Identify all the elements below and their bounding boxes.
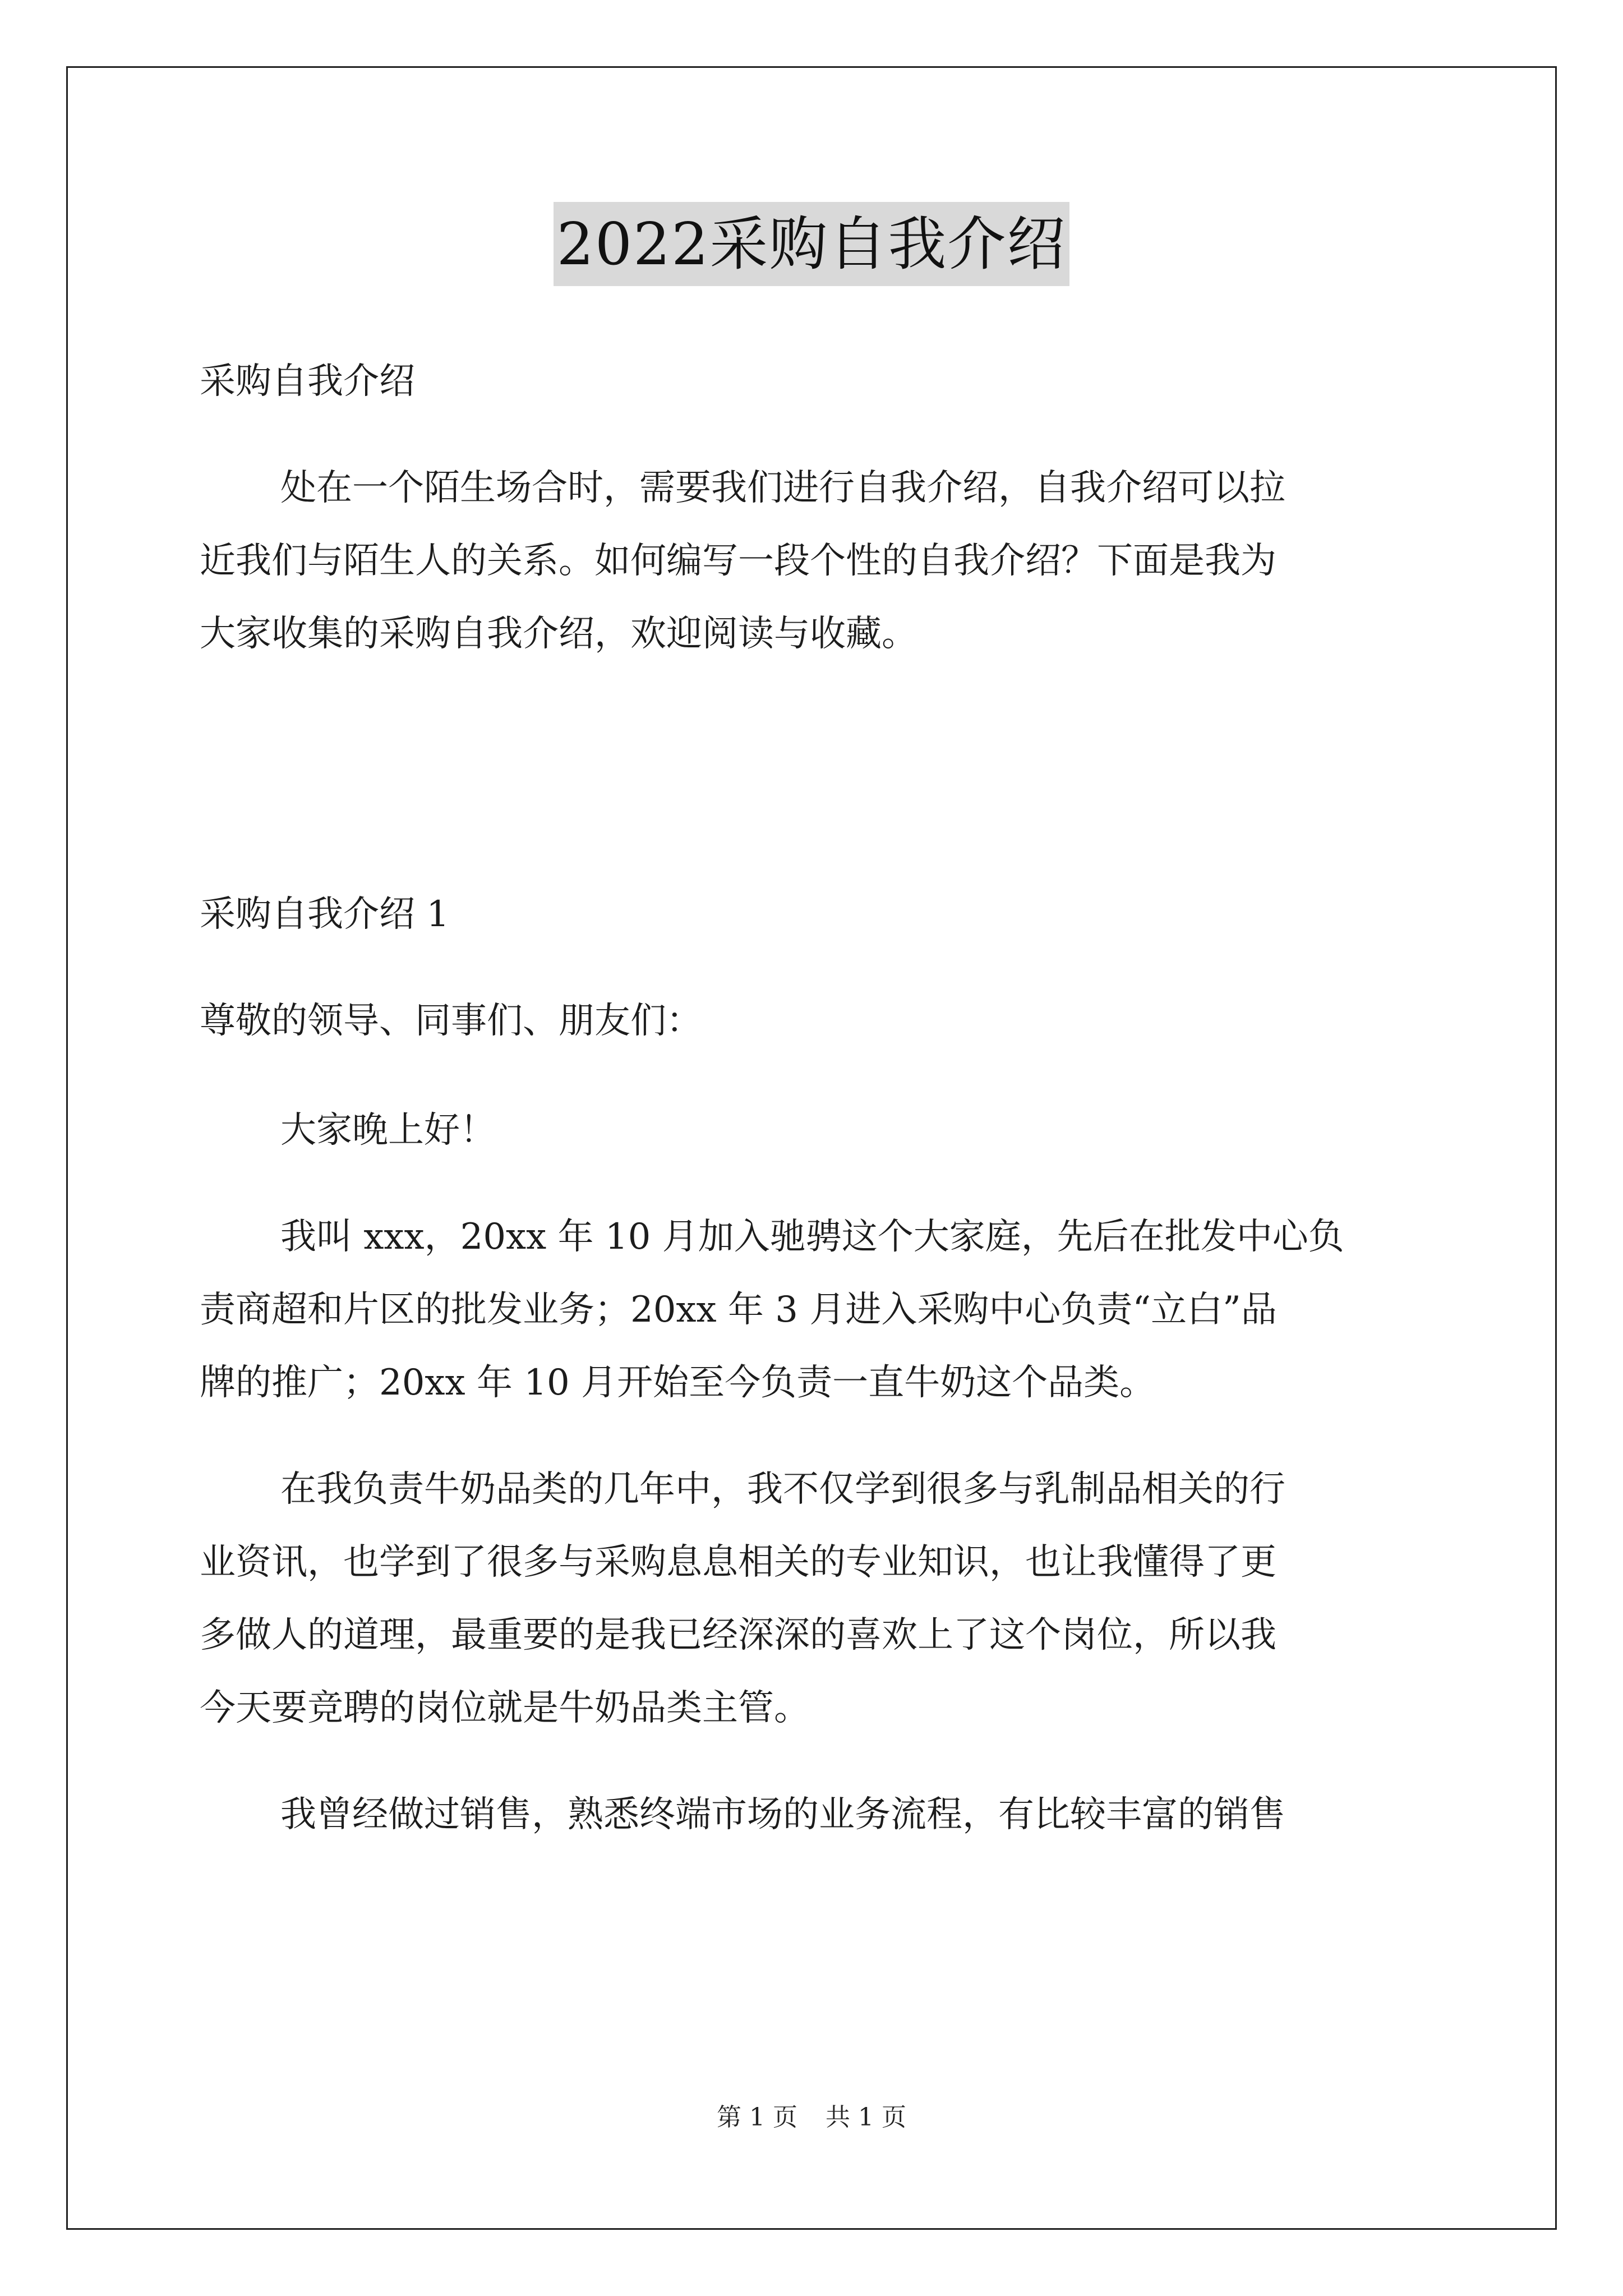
page-count: 共 1 页 xyxy=(826,2103,906,2132)
page-number: 第 1 页 xyxy=(717,2103,797,2132)
section-heading: 采购自我介绍 xyxy=(200,361,415,402)
paragraph-line: 在我负责牛奶品类的几年中，我不仅学到很多与乳制品相关的行 xyxy=(280,1469,1285,1510)
paragraph-line: 处在一个陌生场合时，需要我们进行自我介绍，自我介绍可以拉 xyxy=(280,467,1285,509)
paragraph-line: 今天要竞聘的岗位就是牛奶品类主管。 xyxy=(200,1687,810,1729)
salutation: 尊敬的领导、同事们、朋友们： xyxy=(200,1000,702,1042)
paragraph-line: 我曾经做过销售，熟悉终端市场的业务流程，有比较丰富的销售 xyxy=(280,1794,1285,1835)
title-container xyxy=(0,202,1623,286)
page-footer xyxy=(0,2101,1623,2134)
document-title: 2022采购自我介绍 xyxy=(554,202,1070,286)
paragraph-line: 牌的推广；20xx 年 10 月开始至今负责一直牛奶这个品类。 xyxy=(200,1362,1156,1404)
section-heading: 采购自我介绍 1 xyxy=(200,894,450,935)
paragraph-line: 近我们与陌生人的关系。如何编写一段个性的自我介绍？下面是我为 xyxy=(200,540,1276,582)
paragraph-line: 我叫 xxx，20xx 年 10 月加入驰骋这个大家庭，先后在批发中心负 xyxy=(280,1216,1344,1258)
paragraph-line: 多做人的道理，最重要的是我已经深深的喜欢上了这个岗位，所以我 xyxy=(200,1614,1276,1656)
paragraph-line: 业资讯，也学到了很多与采购息息相关的专业知识，也让我懂得了更 xyxy=(200,1542,1276,1583)
greeting: 大家晚上好！ xyxy=(280,1110,496,1151)
paragraph-line: 大家收集的采购自我介绍，欢迎阅读与收藏。 xyxy=(200,613,917,655)
paragraph-line: 责商超和片区的批发业务；20xx 年 3 月进入采购中心负责“立白”品 xyxy=(200,1289,1277,1331)
